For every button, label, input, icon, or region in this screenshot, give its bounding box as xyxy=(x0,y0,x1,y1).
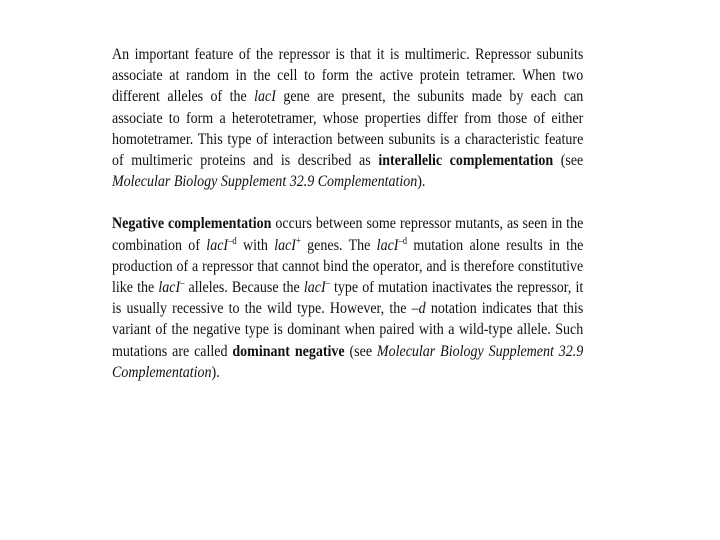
text-segment-plain: ). xyxy=(417,171,426,191)
text-segment-italic: lacI xyxy=(254,86,276,106)
paragraph-negative-complementation xyxy=(112,212,583,382)
body-text xyxy=(112,43,583,403)
text-segment-sup: + xyxy=(295,235,301,247)
text-segment-bold: interallelic complementation xyxy=(378,150,554,170)
text-segment-plain: mutation alone results in the production of a repressor that cannot bind the operator, and is therefore constitutive like the xyxy=(112,234,584,297)
text-segment-plain: (see xyxy=(344,340,377,360)
paragraph-multimeric xyxy=(112,43,583,191)
text-segment-plain: An important feature of the repressor is that it is multimeric. Repressor subunits associate at random in the cell to form the active protein tetramer. When two different alleles of the xyxy=(112,44,584,106)
text-segment-italic: lacI xyxy=(303,277,326,297)
text-segment-italic: Molecular Biology Supplement 32.9 Complementation xyxy=(112,340,584,381)
text-segment-plain: notation indicates that this variant of the negative type is dominant when paired with a wild-type allele. Such mutations are called xyxy=(112,298,584,360)
text-segment-bold: dominant negative xyxy=(232,340,345,360)
text-segment-sup: –d xyxy=(228,235,237,247)
text-segment-sup: –d xyxy=(398,235,408,247)
text-segment-sup: – xyxy=(325,278,330,290)
text-segment-italic: –d xyxy=(411,298,426,318)
text-segment-italic: lacI xyxy=(158,277,181,297)
text-segment-bold: Negative complementation xyxy=(112,213,272,233)
text-segment-plain: genes. The xyxy=(300,234,377,254)
text-segment-italic: lacI xyxy=(376,234,399,254)
text-segment-plain: with xyxy=(236,234,275,254)
text-segment-italic: Molecular Biology Supplement 32.9 Complementation xyxy=(112,171,418,191)
text-segment-plain: (see xyxy=(553,150,584,170)
text-segment-plain: gene are present, the subunits made by each can associate to form a heterotetramer, whose properties differ from those of either homotetramer. This type of interaction between subunits is a characteristic feature of multimeric proteins and is described as xyxy=(112,86,584,170)
text-segment-plain: alleles. Because the xyxy=(184,277,304,297)
text-segment-plain: occurs between some repressor mutants, as seen in the combination of xyxy=(112,213,584,254)
text-segment-italic: lacI xyxy=(274,234,296,254)
text-segment-italic: lacI xyxy=(206,234,229,254)
text-segment-plain: type of mutation inactivates the repressor, it is usually recessive to the wild type. However, the xyxy=(112,277,584,318)
text-segment-sup: – xyxy=(180,278,185,290)
text-segment-plain: ). xyxy=(211,361,220,381)
